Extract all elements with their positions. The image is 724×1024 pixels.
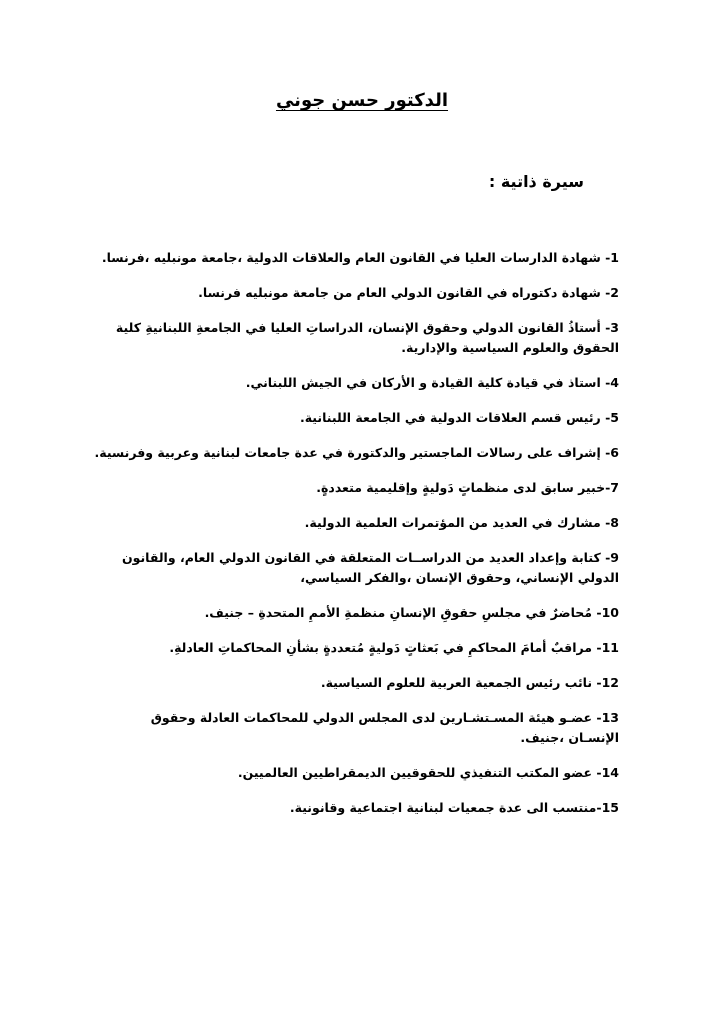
cv-item-11: 11- مراقبٌ أمامَ المحاكمِ في بَعثاتٍ دَوليةٍ مُتعددةٍ بشأنِ المحاكماتِ العادلةِ. bbox=[169, 640, 619, 655]
cv-item-14: 14- عضو المكتب التنفيذي للحقوقيين الديمقراطيين العالميين. bbox=[237, 765, 619, 780]
cv-item-1: 1- شهادة الدارسات العليا في القانون العام والعلاقات الدولية ،جامعة مونبليه ،فرنسا. bbox=[101, 250, 619, 265]
cv-item-6: 6- إشراف على رسالات الماجستير والدكتورة في عدة جامعات لبنانية وعربية وفرنسية. bbox=[94, 445, 619, 460]
cv-item-10: 10- مُحاضرٌ في مجلسِ حقوقِ الإنسانِ منظمةِ الأممِ المتحدةِ – جنيف. bbox=[204, 605, 619, 620]
document-subtitle: سيرة ذاتية : bbox=[488, 172, 584, 191]
cv-item-8: 8- مشارك في العديد من المؤتمرات العلمية الدولية. bbox=[304, 515, 619, 530]
cv-item-12: 12- نائب رئيس الجمعية العربية للعلوم السياسية. bbox=[320, 675, 619, 690]
cv-item-3: 3- أستاذُ القانون الدولي وحقوق الإنسان، الدراساتِ العليا في الجامعةِ اللبنانيةِ كلية الحقوق والعلوم السياسية والإدارية. bbox=[115, 320, 619, 355]
cv-item-15: 15-منتسب الى عدة جمعيات لبنانية اجتماعية وقانونية. bbox=[289, 800, 619, 815]
cv-item-7: 7-خبير سابق لدى منظماتٍ دَوليةٍ وإقليمية متعددةٍ. bbox=[316, 480, 619, 495]
cv-item-9: 9- كتابة وإعداد العديد من الدراســات المتعلقة في القانون الدولي العام، والقانون الدولي الإنساني، وحقوق الإنسان ،والفكر السياسي، bbox=[121, 550, 619, 585]
cv-item-5: 5- رئيس قسم العلاقات الدولية في الجامعة اللبنانية. bbox=[299, 410, 619, 425]
cv-item-4: 4- استاذ في قيادة كلية القيادة و الأركان في الجيش اللبناني. bbox=[245, 375, 619, 390]
cv-item-13: 13- عضـو هيئة المسـتشـارين لدى المجلس الدولي للمحاكمات العادلة وحقوق الإنسـان ،جنيف. bbox=[150, 710, 619, 745]
cv-item-2: 2- شهادة دكتوراه في القانون الدولي العام من جامعة مونبليه فرنسا. bbox=[198, 285, 619, 300]
cv-list bbox=[94, 248, 619, 833]
document-title: الدكتور حسن جوني bbox=[275, 90, 449, 111]
